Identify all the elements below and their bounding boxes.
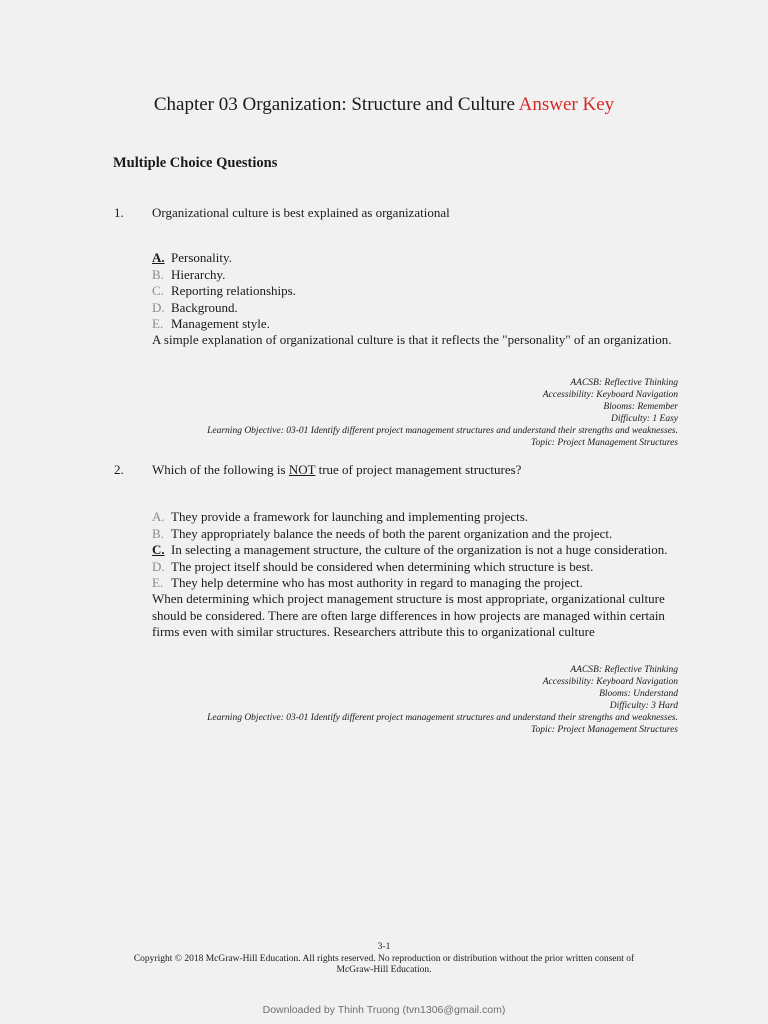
question-2-text-before: Which of the following is — [152, 462, 289, 477]
choice-b — [152, 526, 667, 543]
choice-letter-correct: C. — [152, 542, 165, 557]
question-2-metadata — [207, 664, 678, 736]
choice-text: Management style. — [171, 316, 270, 331]
meta-learning-objective: Learning Objective: 03-01 Identify different project management structures and understand their strengths and weaknesses. — [207, 426, 678, 436]
question-2-number: 2. — [114, 462, 124, 477]
choice-d — [152, 300, 296, 317]
question-1-metadata — [207, 377, 678, 449]
choice-text: In selecting a management structure, the culture of the organization is not a huge consideration. — [171, 542, 668, 557]
choice-e — [152, 575, 667, 592]
explanation-line: A simple explanation of organizational culture is that it reflects the "personality" of an organization. — [152, 332, 672, 347]
choice-c — [152, 283, 296, 300]
choice-a — [152, 250, 296, 267]
choice-letter: C. — [152, 283, 164, 298]
choice-text: The project itself should be considered when determining which structure is best. — [171, 558, 594, 574]
choice-letter: B. — [152, 525, 164, 541]
meta-learning-objective: Learning Objective: 03-01 Identify different project management structures and understand their strengths and weaknesses. — [207, 713, 678, 723]
choice-c — [152, 542, 667, 559]
choice-letter: B. — [152, 266, 164, 282]
question-2-choices — [152, 509, 667, 592]
page-title — [0, 94, 768, 116]
choice-text: They provide a framework for launching and implementing projects. — [171, 509, 529, 524]
explanation-line: should be considered. There are often large differences in how projects are managed within certain — [152, 607, 665, 623]
meta-blooms: Blooms: Understand — [599, 689, 678, 699]
choice-letter: D. — [152, 558, 165, 574]
question-2-text-after: true of project management structures? — [315, 462, 522, 477]
download-notice: Downloaded by Thinh Truong (tvn1306@gmail.com) — [262, 1004, 506, 1016]
copyright-line-1: Copyright © 2018 McGraw-Hill Education. All rights reserved. No reproduction or distribution without the prior written consent of — [133, 953, 635, 964]
explanation-line: When determining which project management structure is most appropriate, organizational culture — [152, 591, 665, 606]
choice-e — [152, 316, 296, 333]
section-heading: Multiple Choice Questions — [113, 155, 278, 171]
meta-blooms: Blooms: Remember — [603, 402, 678, 412]
choice-letter-correct: A. — [152, 250, 165, 265]
choice-d — [152, 559, 667, 576]
title-answer-key: Answer Key — [518, 94, 615, 115]
choice-text: Reporting relationships. — [171, 283, 296, 298]
choice-text: Hierarchy. — [171, 266, 226, 282]
question-2-text — [152, 462, 521, 478]
question-1-explanation — [152, 332, 672, 349]
meta-difficulty: Difficulty: 3 Hard — [609, 701, 678, 711]
meta-accessibility: Accessibility: Keyboard Navigation — [542, 677, 678, 687]
explanation-line: firms even with similar structures. Researchers attribute this to organizational culture — [152, 624, 595, 639]
question-2-explanation — [152, 591, 665, 641]
question-1-choices — [152, 250, 296, 333]
choice-letter: E. — [152, 575, 164, 590]
choice-a — [152, 509, 667, 526]
choice-b — [152, 267, 296, 284]
meta-difficulty: Difficulty: 1 Easy — [610, 414, 678, 424]
choice-letter: A. — [152, 509, 165, 524]
choice-text: Personality. — [171, 250, 232, 265]
question-1-text: Organizational culture is best explained as organizational — [152, 205, 450, 220]
choice-text: They appropriately balance the needs of both the parent organization and the project. — [171, 525, 613, 541]
question-2-text-emphasis: NOT — [288, 462, 316, 477]
meta-aacsb: AACSB: Reflective Thinking — [570, 378, 678, 388]
page-number: 3-1 — [377, 942, 391, 952]
question-1-number: 1. — [114, 205, 124, 220]
choice-letter: D. — [152, 299, 165, 315]
meta-topic: Topic: Project Management Structures — [531, 438, 678, 448]
title-main: Chapter 03 Organization: Structure and Culture — [153, 94, 515, 115]
meta-accessibility: Accessibility: Keyboard Navigation — [542, 390, 678, 400]
meta-topic: Topic: Project Management Structures — [531, 725, 678, 735]
choice-letter: E. — [152, 316, 164, 331]
page-footer — [0, 942, 768, 977]
meta-aacsb: AACSB: Reflective Thinking — [570, 665, 678, 675]
choice-text: Background. — [171, 299, 238, 315]
choice-text: They help determine who has most authority in regard to managing the project. — [171, 575, 583, 590]
copyright-line-2: McGraw-Hill Education. — [336, 965, 432, 975]
